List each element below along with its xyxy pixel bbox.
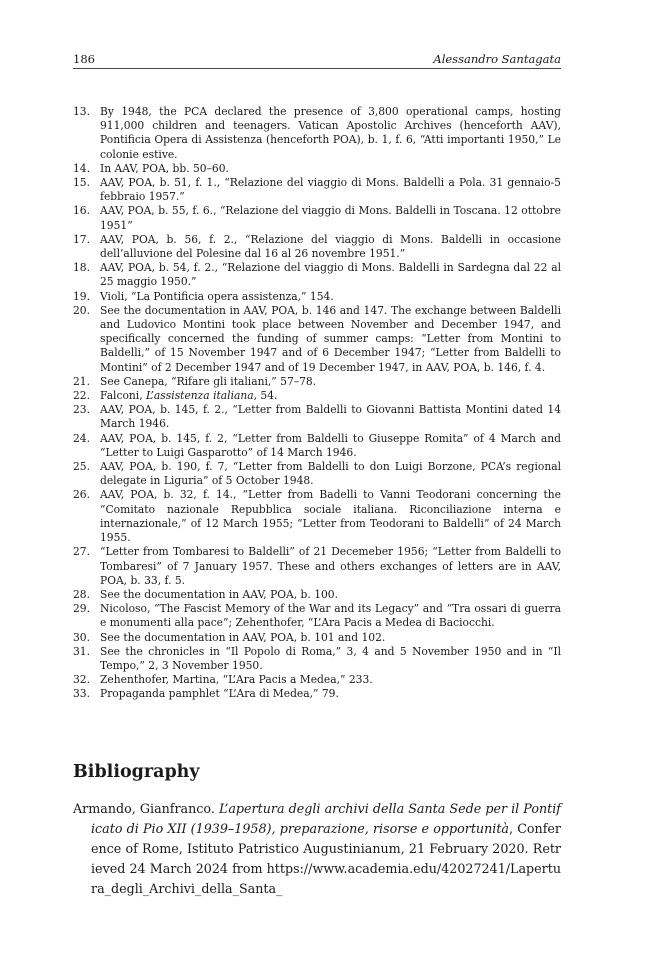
bibliography-heading: Bibliography: [73, 762, 200, 782]
endnote: [73, 488, 561, 545]
endnote-text: AAV, POA, b. 32, f. 14., “Letter from Badelli to Vanni Teodorani concerning the “Comitato nazionale Repubblica sociale italiana. Riconciliazione interna e internazionale,” of 12 March 1955; “Letter from Teodorani to Baldelli” of 24 March 1955.: [100, 488, 561, 545]
endnote-number: 18.: [73, 261, 90, 275]
running-author: Alessandro Santagata: [433, 52, 561, 66]
endnote-text: AAV, POA, b. 190, f. 7, “Letter from Baldelli to don Luigi Borzone, PCA’s regional delegate in Liguria” of 5 October 1948.: [100, 460, 561, 488]
endnote-text: AAV, POA, b. 145, f. 2., “Letter from Baldelli to Giovanni Battista Montini dated 14 March 1946.: [100, 403, 561, 431]
endnote-text: Propaganda pamphlet “L’Ara di Medea,” 79.: [100, 687, 339, 701]
endnote: [73, 631, 561, 645]
endnote-number: 17.: [73, 232, 90, 246]
endnote-number: 16.: [73, 204, 90, 218]
endnote: [73, 233, 561, 261]
endnote-text: Nicoloso, “The Fascist Memory of the War and its Legacy” and “Tra ossari di guerra e monumenti alla pace”; Zehenthofer, “L’Ara Pacis a Medea di Baciocchi.: [100, 602, 561, 630]
endnote-number: 27.: [73, 545, 90, 559]
endnote: [73, 460, 561, 488]
endnote-text: AAV, POA, b. 55, f. 6., “Relazione del viaggio di Mons. Baldelli in Toscana. 12 ottobre 1951”: [100, 204, 561, 232]
endnote: [73, 545, 561, 588]
endnote: [73, 432, 561, 460]
endnote: [73, 204, 561, 232]
endnote: [73, 645, 561, 673]
page-number: 186: [73, 52, 95, 66]
endnote: [73, 375, 561, 389]
endnote-number: 14.: [73, 161, 90, 175]
endnote-text: By 1948, the PCA declared the presence of 3,800 operational camps, hosting 911,000 children and teenagers. Vatican Apostolic Archives (henceforth AAV), Pontificia Opera di Assistenza (henceforth POA), b. 1, f. 6, “Atti importanti 1950,” Le colonie estive.: [100, 105, 561, 161]
endnote-text: In AAV, POA, bb. 50–60.: [100, 161, 229, 175]
bibliography-list: [73, 799, 561, 899]
bib-title: L’apertura degli archivi della Santa Sede per il Pontificato di Pio XII (1939–1958), preparazione, risorse e opportunità: [91, 801, 561, 836]
endnote-number: 31.: [73, 644, 90, 658]
endnote-number: 22.: [73, 389, 90, 403]
endnote: [73, 602, 561, 630]
endnote-number: 19.: [73, 289, 90, 303]
endnote: [73, 389, 561, 403]
bibliography-entry: [73, 799, 561, 899]
endnote-text: See the documentation in AAV, POA, b. 100.: [100, 587, 338, 601]
endnote-text: Falconi,: [100, 389, 146, 403]
endnote: [73, 403, 561, 431]
endnote-number: 21.: [73, 374, 90, 388]
endnote-number: 24.: [73, 431, 90, 445]
endnote-number: 33.: [73, 687, 90, 701]
endnote-number: 29.: [73, 602, 90, 616]
endnote-number: 15.: [73, 176, 90, 190]
endnote-text: Violi, “La Pontificia opera assistenza,” 154.: [100, 289, 334, 303]
endnote-italic-title: L’assistenza italiana: [146, 389, 254, 403]
endnote: [73, 162, 561, 176]
endnote-text: “Letter from Tombaresi to Baldelli” of 21 Decemeber 1956; “Letter from Baldelli to Tombaresi” of 7 January 1957. These and others exchanges of letters are in AAV, POA, b. 33, f. 5.: [100, 545, 561, 587]
endnote-text: AAV, POA, b. 51, f. 1., “Relazione del viaggio di Mons. Baldelli a Pola. 31 gennaio-5 febbraio 1957.”: [100, 176, 561, 204]
endnote-text: See Canepa, “Rifare gli italiani,” 57–78.: [100, 374, 317, 388]
endnote-text: , 54.: [253, 389, 278, 403]
bib-details: , Conference of Rome, Istituto Patristico Augustinianum, 21 February 2020. Retrieved 24 March 2024 from https://www.academia.edu/42027241/Lapertura_degli_Archivi_della_Santa_: [91, 821, 561, 896]
endnotes-list: [73, 105, 561, 702]
endnote-text: See the chronicles in “Il Popolo di Roma,” 3, 4 and 5 November 1950 and in “Il Tempo,” 2, 3 November 1950.: [100, 644, 561, 672]
endnote-number: 28.: [73, 587, 90, 601]
endnote: [73, 687, 561, 701]
endnote-number: 13.: [73, 105, 90, 118]
endnote-number: 25.: [73, 460, 90, 474]
endnote: [73, 105, 561, 162]
endnote-number: 32.: [73, 673, 90, 687]
endnote-number: 30.: [73, 630, 90, 644]
endnote: [73, 673, 561, 687]
endnote-text: See the documentation in AAV, POA, b. 146 and 147. The exchange between Baldelli and Ludovico Montini took place between November and December 1947, and specifically concerned the funding of summer camps: “Letter from Montini to Baldelli,” of 15 November 1947 and of 6 December 1947; “Letter from Baldelli to Montini” of 2 December 1947 and of 19 December 1947, in AAV, POA, b. 146, f. 4.: [100, 303, 561, 374]
endnote-text: See the documentation in AAV, POA, b. 101 and 102.: [100, 630, 386, 644]
endnote: [73, 304, 561, 375]
endnote-text: AAV, POA, b. 145, f. 2, “Letter from Baldelli to Giuseppe Romita” of 4 March and “Letter to Luigi Gasparotto” of 14 March 1946.: [100, 431, 561, 459]
endnote-text: Zehenthofer, Martina, “L’Ara Pacis a Medea,” 233.: [100, 673, 373, 687]
endnote-text: AAV, POA, b. 54, f. 2., “Relazione del viaggio di Mons. Baldelli in Sardegna dal 22 al 25 maggio 1950.”: [100, 261, 561, 289]
endnote: [73, 261, 561, 289]
endnote-number: 26.: [73, 488, 90, 502]
endnote: [73, 176, 561, 204]
endnote-number: 23.: [73, 403, 90, 417]
endnote-text: AAV, POA, b. 56, f. 2., “Relazione del viaggio di Mons. Baldelli in occasione dell’alluvione del Polesine dal 16 al 26 novembre 1951.”: [100, 232, 561, 261]
endnote: [73, 588, 561, 602]
bib-author: Armando, Gianfranco.: [73, 801, 219, 816]
page-header: [73, 50, 561, 69]
endnote-number: 20.: [73, 303, 90, 317]
endnote: [73, 290, 561, 304]
